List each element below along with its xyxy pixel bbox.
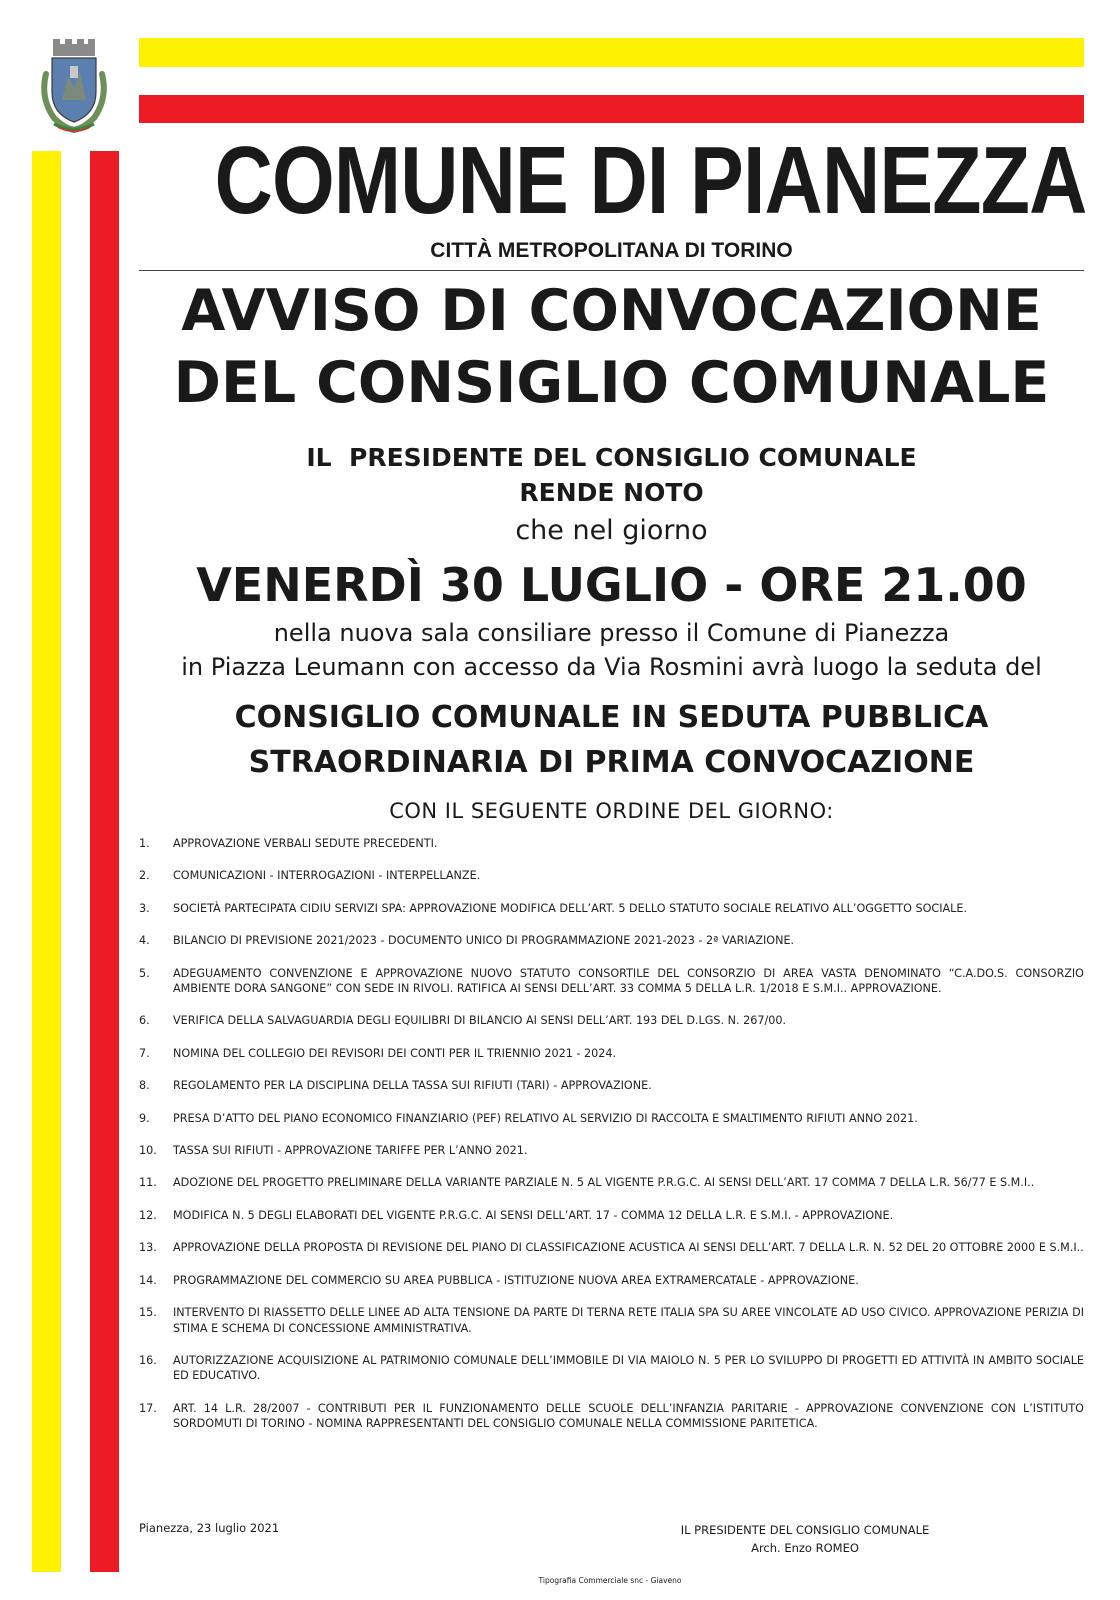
side-yellow-stripe: [32, 151, 61, 1572]
agenda-item-number: 10.: [139, 1144, 157, 1158]
agenda-item: [139, 1143, 1084, 1158]
agenda-item: [139, 1208, 1084, 1223]
location-line2: in Piazza Leumann con accesso da Via Rosmini avrà luogo la seduta del: [181, 653, 1042, 681]
agenda-item-text: INTERVENTO DI RIASSETTO DELLE LINEE AD ALTA TENSIONE DA PARTE DI TERNA RETE ITALIA SPA SU AREE VINCOLATE AD USO CIVICO. APPROVAZIONE PERIZIA DI STIMA E SCHEMA DI CONCESSIONE AMMINISTRATIVA.: [173, 1306, 1084, 1335]
agenda-item: [139, 901, 1084, 916]
agenda-item-text: ADEGUAMENTO CONVENZIONE E APPROVAZIONE NUOVO STATUTO CONSORTILE DEL CONSORZIO DI AREA VASTA DENOMINATO “C.A.DO.S. CONSORZIO AMBIENTE DORA SANGONE” CON SEDE IN RIVOLI. RATIFICA AI SENSI DELL’ART. 33 COMMA 5 DELLA L.R. 1/2018 E S.M.I.. APPROVAZIONE.: [173, 966, 1084, 996]
header-divider: [139, 270, 1084, 271]
side-red-stripe: [90, 151, 119, 1572]
agenda-item-text: SOCIETÀ PARTECIPATA CIDIU SERVIZI SPA: APPROVAZIONE MODIFICA DELL’ART. 5 DELLO STATUTO SOCIALE RELATIVO ALL’OGGETTO SOCIALE.: [173, 901, 968, 915]
agenda-item: [139, 1175, 1084, 1190]
agenda-item-text: TASSA SUI RIFIUTI - APPROVAZIONE TARIFFE PER L’ANNO 2021.: [173, 1144, 528, 1158]
meeting-date-time: VENERDÌ 30 LUGLIO - ORE 21.00: [196, 558, 1027, 612]
agenda-item-number: 13.: [139, 1241, 157, 1255]
agenda-item: [139, 868, 1084, 883]
agenda-item-text: ART. 14 L.R. 28/2007 - CONTRIBUTI PER IL FUNZIONAMENTO DELLE SCUOLE DELL’INFANZIA PARITARIE - APPROVAZIONE CONVENZIONE CON L’ISTITUTO SORDOMUTI DI TORINO - NOMINA RAPPRESENTANTI DEL CONSIGLIO COMUNALE NELLA COMMISSIONE PARITETICA.: [173, 1401, 1084, 1431]
agenda-item-number: 15.: [139, 1306, 157, 1320]
signatory-name: Arch. Enzo ROMEO: [751, 1541, 859, 1555]
agenda-item: [139, 1046, 1084, 1061]
agenda-item-text: NOMINA DEL COLLEGIO DEI REVISORI DEI CONTI PER IL TRIENNIO 2021 - 2024.: [173, 1046, 616, 1060]
agenda-item-text: AUTORIZZAZIONE ACQUISIZIONE AL PATRIMONIO COMUNALE DELL’IMMOBILE DI VIA MAIOLO N. 5 PER LO SVILUPPO DI PROGETTI ED ATTIVITÀ IN AMBITO SOCIALE ED EDUCATIVO.: [173, 1353, 1084, 1383]
agenda-item-number: 12.: [139, 1208, 157, 1222]
session-line2: STRAORDINARIA DI PRIMA CONVOCAZIONE: [248, 745, 975, 780]
agenda-item-text: APPROVAZIONE VERBALI SEDUTE PRECEDENTI.: [173, 837, 438, 850]
agenda-item-text: PRESA D’ATTO DEL PIANO ECONOMICO FINANZIARIO (PEF) RELATIVO AL SERVIZIO DI RACCOLTA E SMALTIMENTO RIFIUTI ANNO 2021.: [173, 1111, 918, 1125]
municipality-title: COMUNE DI PIANEZZA: [214, 127, 1087, 234]
agenda-item: [139, 1353, 1084, 1384]
agenda-item-number: 5.: [139, 966, 150, 980]
agenda-item-number: 4.: [139, 934, 150, 948]
agenda-item: [139, 836, 1084, 851]
agenda-list: [139, 836, 1084, 1432]
agenda-item-text: REGOLAMENTO PER LA DISCIPLINA DELLA TASSA SUI RIFIUTI (TARI) - APPROVAZIONE.: [173, 1079, 652, 1093]
agenda-item: [139, 966, 1084, 997]
agenda-item-text: VERIFICA DELLA SALVAGUARDIA DEGLI EQUILIBRI DI BILANCIO AI SENSI DELL’ART. 193 DEL D.LGS. N. 267/00.: [173, 1014, 787, 1028]
rende-noto: RENDE NOTO: [519, 478, 704, 507]
signatory-title: IL PRESIDENTE DEL CONSIGLIO COMUNALE: [680, 1523, 930, 1537]
agenda-item-number: 9.: [139, 1111, 150, 1125]
agenda-item-text: ADOZIONE DEL PROGETTO PRELIMINARE DELLA VARIANTE PARZIALE N. 5 AL VIGENTE P.R.G.C. AI SENSI DELL’ART. 17 COMMA 7 DELLA L.R. 56/77 E S.M.I..: [173, 1176, 1035, 1190]
agenda-item: [139, 1305, 1084, 1336]
notice-title-line2: DEL CONSIGLIO COMUNALE: [173, 350, 1050, 416]
agenda-item: [139, 1401, 1084, 1432]
place-date: Pianezza, 23 luglio 2021: [139, 1521, 280, 1535]
agenda-item-number: 11.: [139, 1176, 157, 1190]
session-line1: CONSIGLIO COMUNALE IN SEDUTA PUBBLICA: [234, 700, 989, 735]
agenda-item-number: 16.: [139, 1353, 157, 1367]
agenda-item-text: COMUNICAZIONI - INTERROGAZIONI - INTERPELLANZE.: [173, 869, 481, 883]
agenda-item-text: MODIFICA N. 5 DEGLI ELABORATI DEL VIGENTE P.R.G.C. AI SENSI DELL’ART. 17 - COMMA 12 DELLA L.R. E S.M.I. - APPROVAZIONE.: [173, 1208, 894, 1222]
agenda-item-number: 8.: [139, 1079, 150, 1093]
top-yellow-stripe: [139, 38, 1084, 67]
printer-credit: Tipografia Commerciale snc - Giaveno: [538, 1576, 682, 1585]
agenda-item-number: 17.: [139, 1401, 157, 1415]
agenda-item: [139, 1078, 1084, 1093]
che-nel-giorno: che nel giorno: [515, 515, 708, 546]
agenda-item-text: PROGRAMMAZIONE DEL COMMERCIO SU AREA PUBBLICA - ISTITUZIONE NUOVA AREA EXTRAMERCATALE - APPROVAZIONE.: [173, 1273, 859, 1287]
agenda-heading: CON IL SEGUENTE ORDINE DEL GIORNO:: [389, 799, 834, 823]
agenda-item: [139, 1111, 1084, 1126]
agenda-item-number: 1.: [139, 837, 150, 850]
agenda-item-number: 2.: [139, 869, 150, 883]
agenda-item-number: 14.: [139, 1273, 157, 1287]
agenda-item: [139, 1240, 1084, 1255]
agenda-item-text: BILANCIO DI PREVISIONE 2021/2023 - DOCUMENTO UNICO DI PROGRAMMAZIONE 2021-2023 - 2ª VARIAZIONE.: [173, 934, 795, 948]
agenda-item: [139, 1273, 1084, 1288]
president-line: IL PRESIDENTE DEL CONSIGLIO COMUNALE: [306, 443, 917, 472]
location-line1: nella nuova sala consiliare presso il Comune di Pianezza: [273, 619, 950, 647]
agenda-item: [139, 933, 1084, 948]
agenda-item-number: 7.: [139, 1046, 150, 1060]
agenda-item: [139, 1013, 1084, 1028]
top-red-stripe: [139, 95, 1084, 123]
signature-block: [640, 1521, 970, 1557]
notice-title-line1: AVVISO DI CONVOCAZIONE: [181, 278, 1042, 344]
agenda-item-text: APPROVAZIONE DELLA PROPOSTA DI REVISIONE DEL PIANO DI CLASSIFICAZIONE ACUSTICA AI SENSI DELL’ART. 7 DELLA L.R. N. 52 DEL 20 OTTOBRE 2000 E S.M.I..: [173, 1241, 1084, 1255]
municipal-crest-icon: [36, 36, 112, 136]
municipality-subtitle: CITTÀ METROPOLITANA DI TORINO: [430, 239, 793, 262]
agenda-item-number: 3.: [139, 901, 150, 915]
agenda-item-number: 6.: [139, 1014, 150, 1028]
